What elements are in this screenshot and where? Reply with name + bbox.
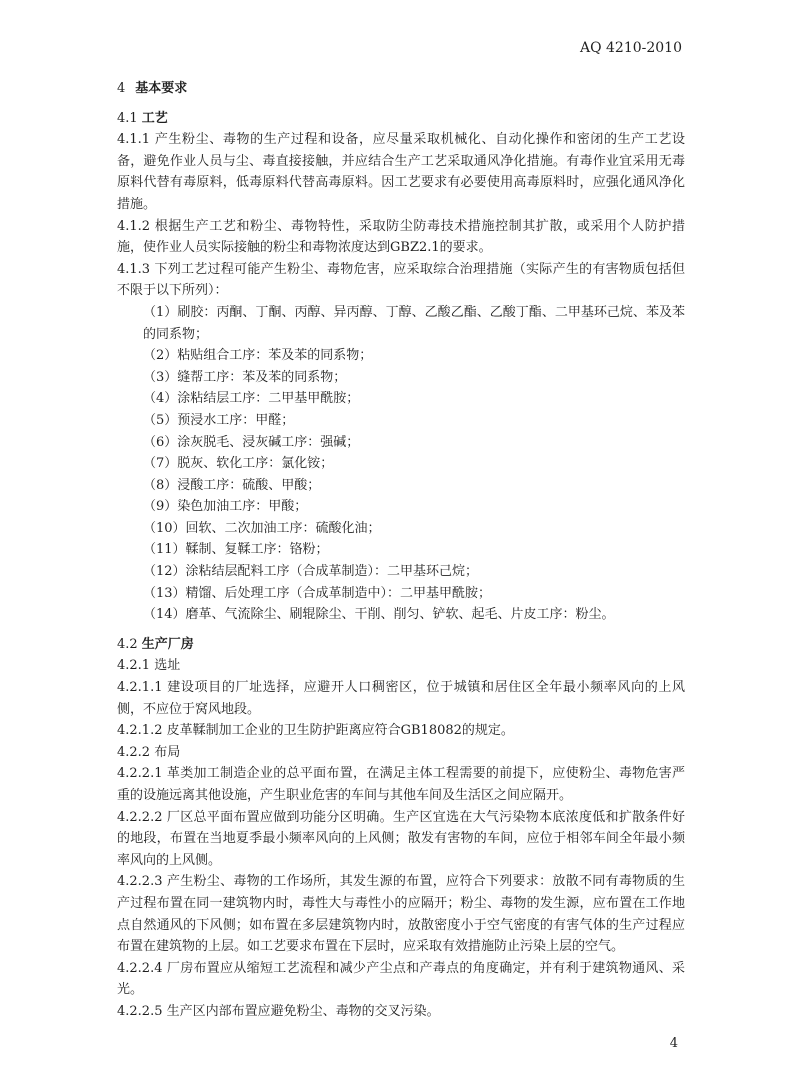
standard-code: AQ 4210-2010 [579, 40, 682, 56]
subsection-heading-4-2-2: 4.2.2 布局 [117, 744, 181, 760]
clause-4-2-2-1: 4.2.2.1 革类加工制造企业的总平面布置，在满足主体工程需要的前提下，应使粉尘、毒物危害严重的设施远离其他设施，产生职业危害的车间与其他车间及生活区之间应隔开。 [117, 766, 685, 803]
clause-4-1-1: 4.1.1 产生粉尘、毒物的生产过程和设备，应尽量采取机械化、自动化操作和密闭的生产工艺设备，避免作业人员与尘、毒直接接触，并应结合生产工艺采取通风净化措施。有毒作业宜采用无毒原料代替有毒原料，低毒原料代替高毒原料。因工艺要求有必要使用高毒原料时，应强化通风净化措施。 [117, 132, 685, 212]
list-item: （5）预浸水工序：甲醛； [143, 412, 295, 428]
list-item: （7）脱灰、软化工序：氯化铵； [143, 456, 334, 472]
list-item: （13）精馏、后处理工序（合成革制造中）：二甲基甲酰胺； [143, 585, 492, 601]
clause-4-2-2-4: 4.2.2.4 厂房布置应从缩短工艺流程和减少产尘点和产毒点的角度确定，并有利于建筑物通风、采光。 [117, 960, 685, 998]
list-item: （3）缝帮工序：苯及苯的同系物； [143, 369, 347, 385]
list-item: （1）刷胶：丙酮、丁酮、丙醇、异丙醇、丁醇、乙酸乙酯、乙酸丁酯、二甲基环己烷、苯及苯的同系物； [143, 304, 685, 342]
subsection-title: 生产厂房 [141, 636, 194, 652]
list-item: （11）鞣制、复鞣工序：铬粉； [143, 542, 329, 558]
page-body [117, 78, 685, 1023]
subsection-heading-4-2-1: 4.2.1 选址 [117, 658, 181, 674]
list-item: （12）涂粘结层配料工序（合成革制造）：二甲基环己烷； [143, 564, 479, 580]
subsection-heading-4-2 [117, 634, 685, 656]
subsection-title: 工艺 [141, 110, 168, 126]
page-number: 4 [669, 1036, 678, 1051]
clause-4-2-2-2: 4.2.2.2 厂区总平面布置应做到功能分区明确。生产区宜选在大气污染物本底浓度低和扩散条件好的地段，布置在当地夏季最小频率风向的上风侧；散发有害物的车间，应位于相邻车间全年最小频率风向的上风侧。 [117, 809, 685, 868]
list-item: （4）涂粘结层工序：二甲基甲酰胺； [143, 391, 360, 407]
section-heading [117, 78, 685, 100]
list-item: （14）磨革、气流除尘、刷辊除尘、干削、削匀、铲软、起毛、片皮工序：粉尘。 [143, 607, 615, 623]
subsection-number: 4.1 [117, 110, 138, 126]
clause-4-2-1-1: 4.2.1.1 建设项目的厂址选择，应避开人口稠密区，位于城镇和居住区全年最小频率风向的上风侧，不应位于窝风地段。 [117, 680, 685, 717]
subsection-heading-4-1 [117, 108, 685, 130]
list-item: （6）涂灰脱毛、浸灰碱工序：强碱； [143, 434, 360, 450]
clause-4-1-3: 4.1.3 下列工艺过程可能产生粉尘、毒物危害，应采取综合治理措施（实际产生的有害物质包括但不限于以下所列）： [117, 261, 685, 299]
list-item: （8）浸酸工序：硫酸、甲酸； [143, 477, 321, 493]
clause-4-2-1-2: 4.2.1.2 皮革鞣制加工企业的卫生防护距离应符合GB18082的规定。 [117, 723, 514, 739]
list-item: （2）粘贴组合工序：苯及苯的同系物； [143, 348, 373, 364]
list-item: （10）回软、二次加油工序：硫酸化油； [143, 520, 381, 536]
section-title: 基本要求 [135, 81, 188, 96]
clause-4-2-2-5: 4.2.2.5 生产区内部布置应避免粉尘、毒物的交叉污染。 [117, 1003, 440, 1019]
list-item: （9）染色加油工序：甲酸； [143, 499, 308, 515]
clause-4-1-2: 4.1.2 根据生产工艺和粉尘、毒物特性，采取防尘防毒技术措施控制其扩散，或采用个人防护措施，使作业人员实际接触的粉尘和毒物浓度达到GBZ2.1的要求。 [117, 218, 685, 256]
clause-4-2-2-3: 4.2.2.3 产生粉尘、毒物的工作场所，其发生源的布置，应符合下列要求：放散不同有毒物质的生产过程布置在同一建筑物内时，毒性大与毒性小的应隔开；粉尘、毒物的发生源，应布置在工作地点自然通风的下风侧；如布置在多层建筑物内时，放散密度小于空气密度的有害气体的生产过程应布置在建筑物的上层。如工艺要求布置在下层时，应采取有效措施防止污染上层的空气。 [117, 874, 685, 955]
subsection-number: 4.2 [117, 636, 138, 652]
section-number: 4 [117, 81, 126, 96]
